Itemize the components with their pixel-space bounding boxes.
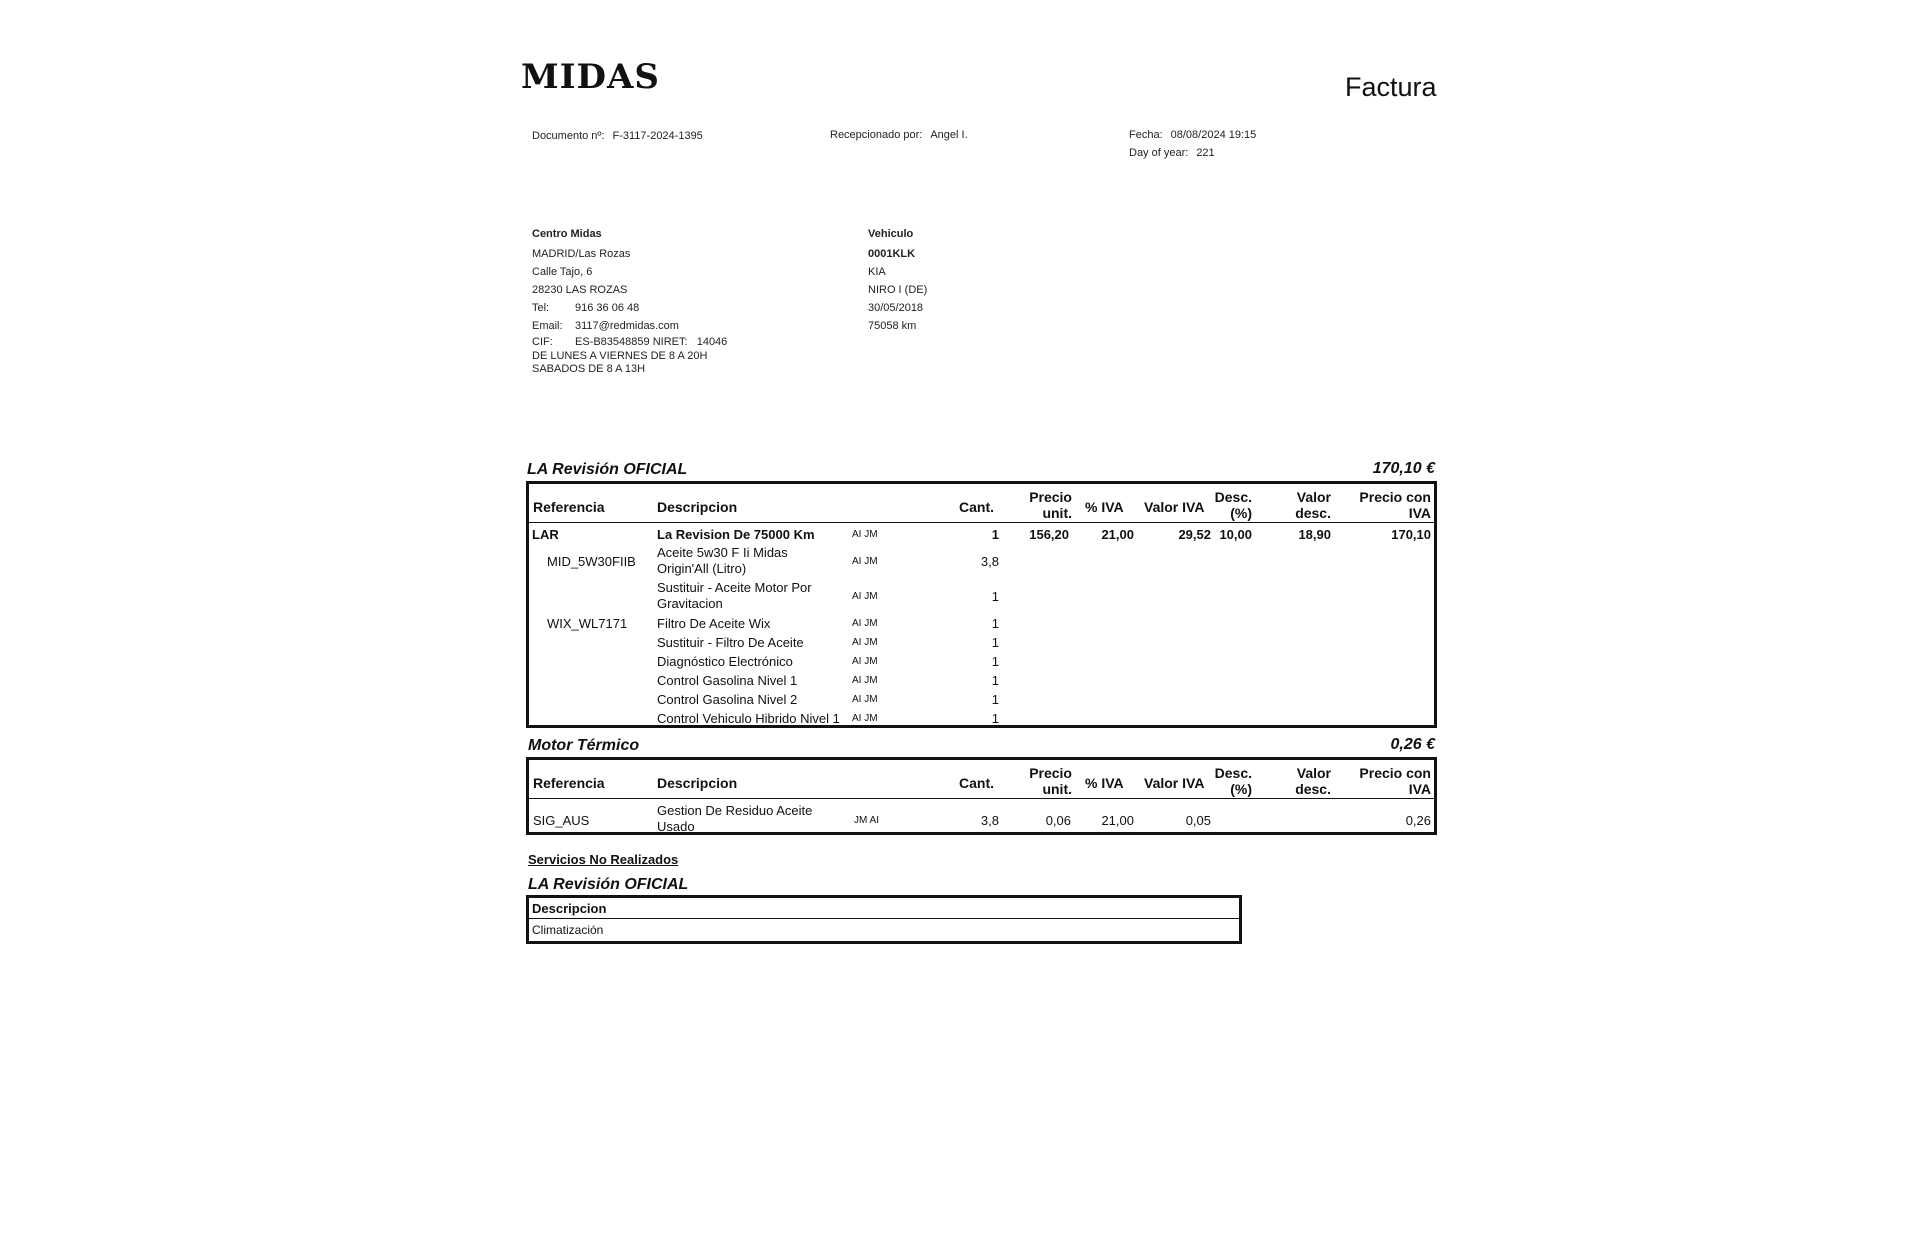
row-desc-l1: Gestion De Residuo Aceite [657, 803, 813, 818]
document-title: Factura [1345, 72, 1437, 102]
item-cant: 1 [991, 654, 999, 669]
tel-value: 916 36 06 48 [575, 302, 640, 314]
recepcionado-value: Angel I. [930, 129, 968, 141]
col-desc [1189, 489, 1252, 521]
col-valor-l1: Valor [1296, 765, 1331, 781]
col-desc-l1: Desc. [1214, 765, 1252, 781]
col-valor-iva: Valor IVA [1144, 499, 1205, 515]
vehiculo-date: 30/05/2018 [868, 302, 924, 314]
col-valor-l2: desc. [1295, 781, 1331, 797]
no-realizados-title: LA Revisión OFICIAL [528, 876, 689, 893]
item-cant: 1 [991, 635, 999, 650]
col-desc [1189, 765, 1252, 797]
centro-block [532, 223, 832, 376]
row-desc-l2: Usado [657, 819, 695, 834]
col-valor-desc [1269, 765, 1331, 797]
centro-line3: 28230 LAS ROZAS [532, 284, 628, 296]
section2-total: 0,26 € [1390, 736, 1435, 753]
email-value: 3117@redmidas.com [575, 320, 679, 332]
item-ref: WIX_WL7171 [547, 616, 628, 631]
section1-table [526, 481, 1437, 728]
main-valor-iva: 29,52 [1178, 527, 1211, 542]
midas-logo: MIDAS [521, 57, 660, 97]
main-ref: LAR [532, 527, 559, 542]
row-precio: 0,06 [1045, 813, 1071, 828]
col-precio [1009, 489, 1072, 521]
item-tag: AI JM [852, 713, 878, 724]
row-precio-iva: 0,26 [1405, 813, 1431, 828]
item-cant: 1 [991, 589, 999, 604]
main-cant: 1 [991, 527, 999, 542]
documento-value: F-3117-2024-1395 [612, 130, 703, 142]
item-desc-l1: Aceite 5w30 F Ii Midas [657, 545, 788, 560]
item-cant: 3,8 [980, 554, 999, 569]
item-tag: AI JM [852, 694, 878, 705]
col-valor-l1: Valor [1296, 489, 1331, 505]
recepcionado-label: Recepcionado por: [830, 129, 923, 141]
col-iva: % IVA [1085, 499, 1124, 515]
item-ref: MID_5W30FIIB [547, 554, 636, 569]
recepcionado-por [830, 129, 968, 141]
vehiculo-km: 75058 km [868, 320, 917, 332]
fecha-value: 08/08/2024 19:15 [1170, 129, 1257, 141]
col-pciva-l1: Precio con [1359, 489, 1431, 505]
header-divider [529, 522, 1434, 523]
col-precio-l2: unit. [1042, 781, 1072, 797]
item-tag: AI JM [852, 618, 878, 629]
vehiculo-block [868, 223, 1068, 335]
item-desc-l1: Sustituir - Filtro De Aceite [657, 635, 804, 650]
main-precio: 156,20 [1029, 527, 1069, 542]
item-desc-l1: Sustituir - Aceite Motor Por [657, 580, 812, 595]
item-desc-l1: Control Gasolina Nivel 2 [657, 692, 798, 707]
centro-line2: Calle Tajo, 6 [532, 266, 593, 278]
item-tag: AI JM [852, 637, 878, 648]
header-divider [529, 798, 1434, 799]
section1-total: 170,10 € [1372, 460, 1435, 477]
col-desc-l1: Desc. [1214, 489, 1252, 505]
vehiculo-plate: 0001KLK [868, 248, 916, 260]
col-precio-l1: Precio [1029, 765, 1072, 781]
main-precio-iva: 170,10 [1391, 527, 1431, 542]
col-descripcion: Descripcion [657, 499, 738, 515]
fecha-label: Fecha: [1129, 129, 1163, 141]
row-cant: 3,8 [980, 813, 999, 828]
col-precio-iva [1339, 765, 1431, 797]
item-desc-l1: Control Gasolina Nivel 1 [657, 673, 798, 688]
no-realizados-table [526, 895, 1242, 944]
no-realizados-heading: Servicios No Realizados [528, 852, 679, 867]
centro-line1: MADRID/Las Rozas [532, 248, 631, 260]
col-pciva-l2: IVA [1408, 781, 1431, 797]
item-desc-l1: Filtro De Aceite Wix [657, 616, 771, 631]
col-cant: Cant. [959, 775, 994, 791]
item-tag: AI JM [852, 656, 878, 667]
header-divider [529, 918, 1239, 919]
item-desc-l1: Control Vehiculo Hibrido Nivel 1 [657, 711, 840, 726]
col-pciva-l2: IVA [1408, 505, 1431, 521]
main-desc: La Revision De 75000 Km [657, 527, 815, 542]
centro-hours2: SABADOS DE 8 A 13H [532, 363, 646, 375]
col-desc-l2: (%) [1230, 781, 1252, 797]
day-of-year [1129, 147, 1215, 159]
documento-number [532, 130, 703, 142]
day-value: 221 [1196, 147, 1215, 159]
col-desc-l2: (%) [1230, 505, 1252, 521]
section1-title: LA Revisión OFICIAL [527, 461, 688, 478]
item-tag: AI JM [852, 591, 878, 602]
main-tag: AI JM [852, 529, 878, 540]
row-tag: JM AI [854, 815, 880, 826]
centro-tel [532, 299, 832, 317]
cif-value: ES-B83548859 [575, 336, 650, 348]
centro-cif [532, 335, 832, 350]
vehiculo-model: NIRO I (DE) [868, 284, 928, 296]
vehiculo-brand: KIA [868, 266, 886, 278]
row-ref: SIG_AUS [533, 813, 590, 828]
item-cant: 1 [991, 692, 999, 707]
centro-hours1: DE LUNES A VIERNES DE 8 A 20H [532, 350, 708, 362]
item-desc-l2: Origin'All (Litro) [657, 561, 747, 576]
col-pciva-l1: Precio con [1359, 765, 1431, 781]
fecha [1129, 129, 1256, 141]
col-referencia: Referencia [533, 499, 605, 515]
item-cant: 1 [991, 616, 999, 631]
section2-title: Motor Térmico [528, 737, 640, 754]
col-precio-l1: Precio [1029, 489, 1072, 505]
col-valor-iva: Valor IVA [1144, 775, 1205, 791]
col-referencia: Referencia [533, 775, 605, 791]
col-precio-l2: unit. [1042, 505, 1072, 521]
section2-table [526, 757, 1437, 835]
item-cant: 1 [991, 673, 999, 688]
no-realizados-item: Climatización [532, 923, 604, 937]
email-label: Email: [532, 320, 563, 332]
col-descripcion: Descripcion [532, 901, 607, 916]
row-valor-iva: 0,05 [1185, 813, 1211, 828]
main-desc-pct: 10,00 [1219, 527, 1252, 542]
row-iva: 21,00 [1101, 813, 1134, 828]
centro-email [532, 317, 832, 335]
niret-label: NIRET: [652, 336, 688, 348]
col-iva: % IVA [1085, 775, 1124, 791]
cif-label: CIF: [532, 336, 553, 348]
day-label: Day of year: [1129, 147, 1189, 159]
item-cant: 1 [991, 711, 999, 726]
col-valor-l2: desc. [1295, 505, 1331, 521]
niret-value: 14046 [696, 336, 728, 348]
documento-label: Documento nº: [532, 130, 605, 142]
item-tag: AI JM [852, 556, 878, 567]
main-valor-desc: 18,90 [1298, 527, 1331, 542]
tel-label: Tel: [532, 302, 550, 314]
col-precio [1009, 765, 1072, 797]
item-tag: AI JM [852, 675, 878, 686]
item-desc-l2: Gravitacion [657, 596, 723, 611]
col-descripcion: Descripcion [657, 775, 738, 791]
col-precio-iva [1339, 489, 1431, 521]
vehiculo-title: Vehiculo [868, 228, 914, 240]
col-cant: Cant. [959, 499, 994, 515]
item-desc-l1: Diagnóstico Electrónico [657, 654, 793, 669]
col-valor-desc [1269, 489, 1331, 521]
main-iva: 21,00 [1101, 527, 1134, 542]
centro-title: Centro Midas [532, 228, 602, 240]
